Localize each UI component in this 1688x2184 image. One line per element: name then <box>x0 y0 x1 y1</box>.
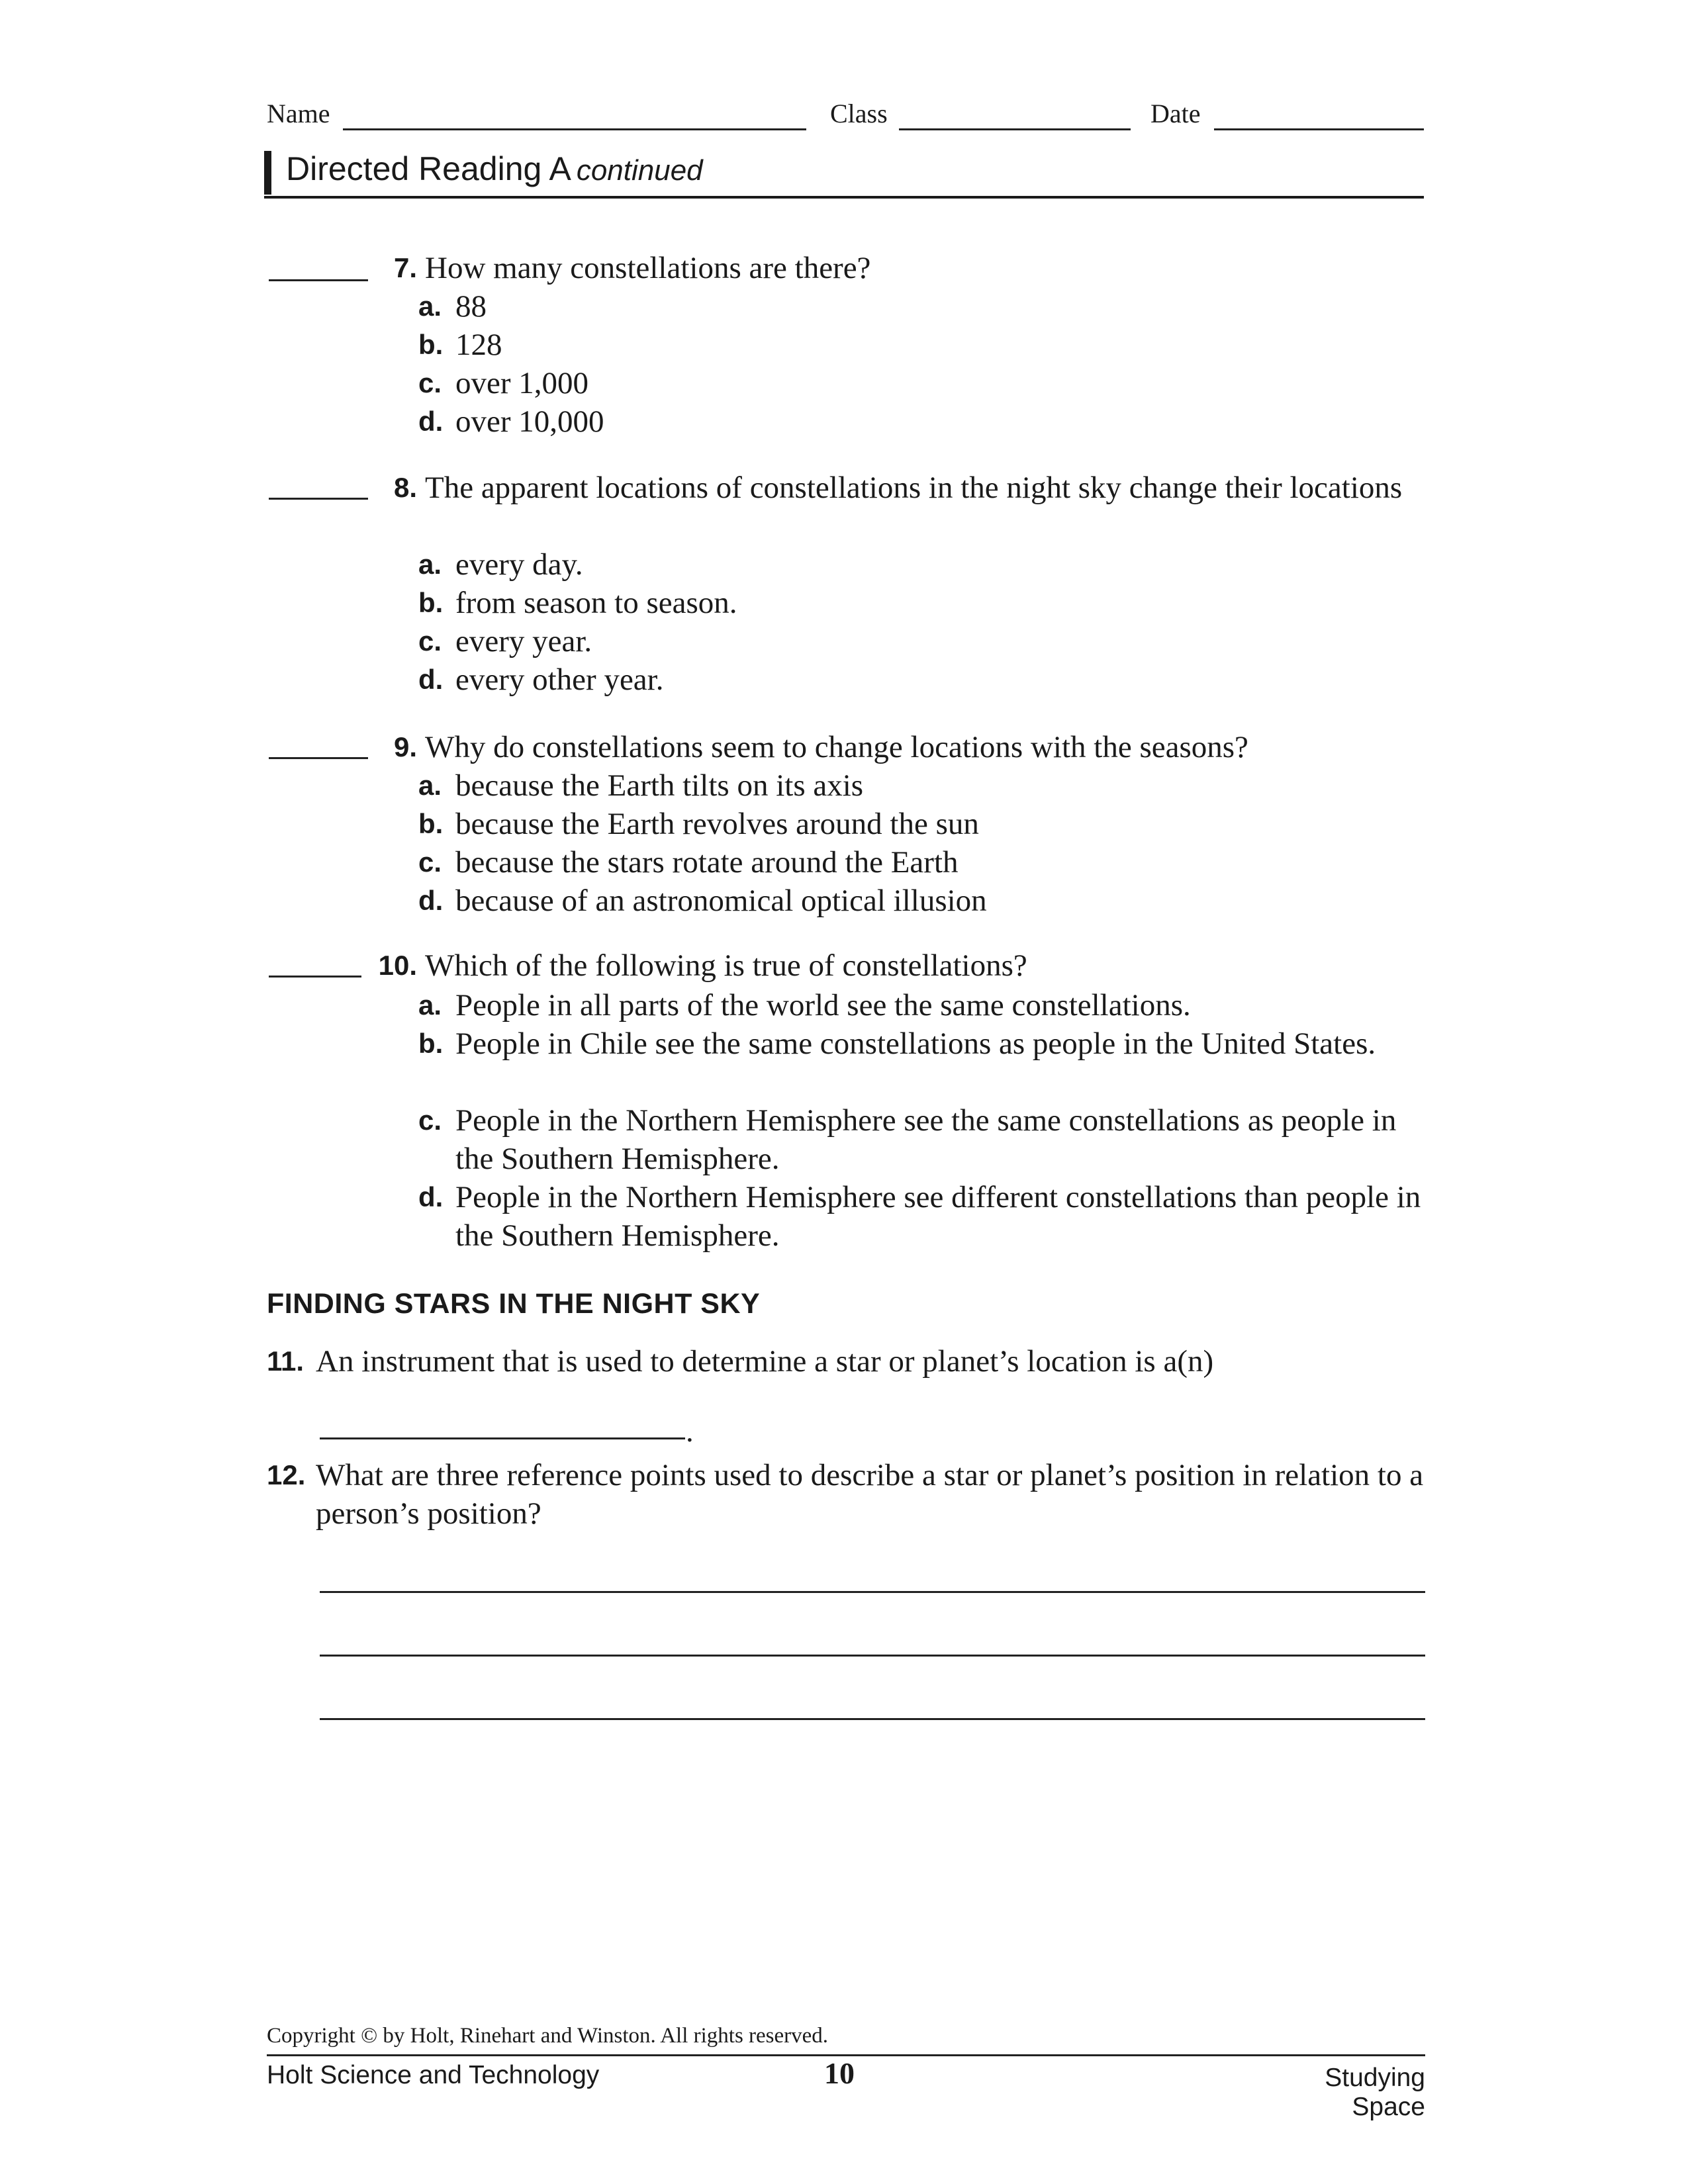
answer-blank-q8[interactable] <box>269 498 368 500</box>
option <box>418 766 1425 805</box>
option-text: People in all parts of the world see the same constellations. <box>455 988 1191 1023</box>
answer-blank-q7[interactable] <box>269 279 368 281</box>
option <box>418 622 1425 660</box>
option-text: every other year. <box>455 662 664 697</box>
option <box>418 287 1425 326</box>
question-12 <box>267 1456 1432 1533</box>
option <box>418 402 1425 441</box>
option <box>418 1024 1425 1063</box>
option <box>418 1101 1425 1178</box>
banner-rule <box>264 196 1424 199</box>
name-label: Name <box>267 99 330 128</box>
answer-line-q11[interactable] <box>320 1437 685 1439</box>
option-text: every year. <box>455 624 592 659</box>
question-text: Why do constellations seem to change locations with the seasons? <box>425 730 1248 764</box>
option-letter: c. <box>418 625 442 657</box>
option-text: 88 <box>455 289 487 324</box>
option <box>418 584 1425 622</box>
question-10 <box>368 946 1427 985</box>
option-text: 128 <box>455 328 502 362</box>
answer-line-q12-2[interactable] <box>320 1655 1425 1657</box>
question-number: 10. <box>378 950 417 981</box>
option-text: over 1,000 <box>455 366 589 400</box>
option <box>418 843 1425 882</box>
option <box>418 660 1425 699</box>
question-text: What are three reference points used to describe a star or planet’s position in relation to a person’s position? <box>316 1458 1424 1531</box>
answer-line-q12-3[interactable] <box>320 1718 1425 1720</box>
option-letter: c. <box>418 367 442 398</box>
option <box>418 1178 1425 1255</box>
option-letter: c. <box>418 846 442 878</box>
footer-chapter: Studying Space <box>1325 2064 1425 2121</box>
banner-subtitle: continued <box>576 154 703 187</box>
option-letter: b. <box>418 587 444 618</box>
option-letter: a. <box>418 770 442 801</box>
option-letter: d. <box>418 1181 444 1212</box>
question-text: An instrument that is used to determine a star or planet’s location is a(n) <box>316 1344 1214 1379</box>
option-letter: a. <box>418 549 442 580</box>
option-text: every day. <box>455 547 583 582</box>
name-field[interactable] <box>343 128 806 130</box>
class-label: Class <box>830 99 888 128</box>
banner-accent-bar <box>264 151 271 195</box>
option-letter: d. <box>418 885 444 916</box>
question-text: Which of the following is true of constellations? <box>425 948 1027 983</box>
option-text: because the Earth revolves around the sun <box>455 807 979 841</box>
copyright: Copyright © by Holt, Rinehart and Winston. All rights reserved. <box>267 2024 829 2048</box>
option <box>418 326 1425 364</box>
banner-title <box>286 150 703 188</box>
option-letter: b. <box>418 1028 444 1059</box>
option-text: because the stars rotate around the Earth <box>455 845 959 880</box>
option-text: because the Earth tilts on its axis <box>455 768 864 803</box>
question-number: 12. <box>267 1459 306 1490</box>
question-number: 8. <box>393 472 417 503</box>
question-11 <box>267 1342 1432 1381</box>
option-letter: d. <box>418 406 444 437</box>
date-label: Date <box>1150 99 1201 128</box>
page-number: 10 <box>824 2056 855 2090</box>
question-number: 7. <box>393 252 417 283</box>
option-letter: b. <box>418 329 444 360</box>
option <box>418 986 1425 1024</box>
date-field[interactable] <box>1214 128 1424 130</box>
option-text: People in the Northern Hemisphere see different constellations than people in the Southern Hemisphere. <box>455 1180 1421 1253</box>
section-heading: FINDING STARS IN THE NIGHT SKY <box>267 1288 761 1320</box>
question-text: How many constellations are there? <box>425 251 871 285</box>
question-number: 11. <box>267 1345 305 1377</box>
option-text: from season to season. <box>455 586 737 620</box>
question-9 <box>368 728 1427 766</box>
question-7 <box>368 249 1427 287</box>
option-letter: a. <box>418 291 442 322</box>
answer-period: . <box>686 1414 694 1449</box>
option-letter: a. <box>418 989 442 1021</box>
option-letter: c. <box>418 1105 442 1136</box>
option <box>418 545 1425 584</box>
option-text: because of an astronomical optical illusion <box>455 884 987 918</box>
option <box>418 882 1425 920</box>
footer-book-title: Holt Science and Technology <box>267 2061 600 2089</box>
answer-blank-q9[interactable] <box>269 757 368 759</box>
option-letter: b. <box>418 808 444 839</box>
banner-title-text: Directed Reading A <box>286 150 571 187</box>
option <box>418 364 1425 402</box>
class-field[interactable] <box>899 128 1131 130</box>
option-text: over 10,000 <box>455 404 604 439</box>
option-text: People in the Northern Hemisphere see the same constellations as people in the Southern Hemisphere. <box>455 1103 1397 1176</box>
option-letter: d. <box>418 664 444 695</box>
question-number: 9. <box>393 731 417 762</box>
answer-blank-q10[interactable] <box>269 976 361 978</box>
answer-line-q12-1[interactable] <box>320 1591 1425 1593</box>
question-8 <box>368 469 1421 507</box>
option <box>418 805 1425 843</box>
question-text: The apparent locations of constellations in the night sky change their locations <box>425 471 1403 505</box>
option-text: People in Chile see the same constellations as people in the United States. <box>455 1026 1376 1061</box>
